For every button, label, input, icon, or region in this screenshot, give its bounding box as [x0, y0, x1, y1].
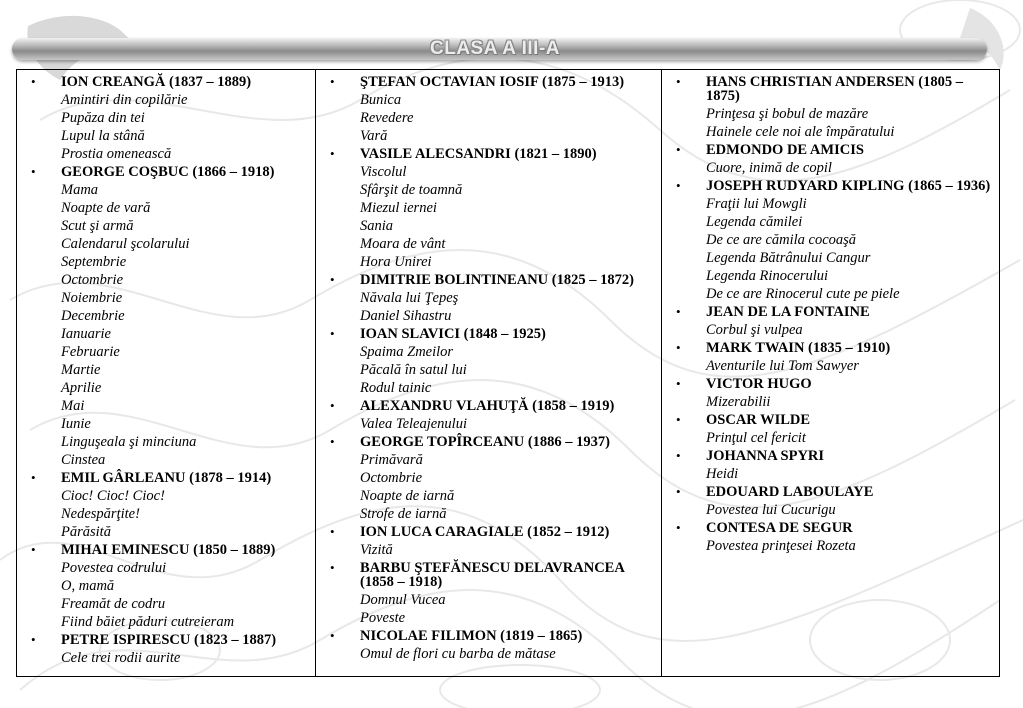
- authors-table: [16, 69, 1000, 677]
- bullet-icon: •: [31, 164, 36, 179]
- work-title: Cinstea: [61, 452, 106, 468]
- work-title: Freamăt de codru: [61, 596, 166, 612]
- work-title: Noapte de vară: [61, 200, 151, 216]
- work-title: Martie: [61, 362, 101, 378]
- work-title: Prostia omenească: [61, 146, 172, 162]
- author-name: HANS CHRISTIAN ANDERSEN (1805 – 1875): [706, 74, 964, 104]
- bullet-icon: •: [330, 272, 335, 287]
- work-title: Septembrie: [61, 254, 127, 270]
- work-title: Cuore, inimă de copil: [706, 160, 832, 176]
- work-title: O, mamă: [61, 578, 115, 594]
- author-entry: [668, 339, 993, 375]
- author-name: EMIL GÂRLEANU (1878 – 1914): [61, 470, 272, 486]
- author-entry: [322, 73, 655, 145]
- author-name: PETRE ISPIRESCU (1823 – 1887): [61, 632, 277, 648]
- author-entry: [23, 631, 309, 667]
- work-title: Octombrie: [360, 470, 423, 486]
- bullet-icon: •: [330, 74, 335, 89]
- work-title: Noapte de iarnă: [360, 488, 455, 504]
- work-title: Domnul Vucea: [360, 592, 446, 608]
- author-entry: [322, 523, 655, 559]
- column-1: [17, 70, 316, 677]
- author-entry: [668, 411, 993, 447]
- author-entry: [322, 397, 655, 433]
- author-entry: [668, 447, 993, 483]
- work-title: Sania: [360, 218, 394, 234]
- work-title: Legenda Rinocerului: [706, 268, 829, 284]
- author-name: MARK TWAIN (1835 – 1910): [706, 340, 891, 356]
- bullet-icon: •: [31, 74, 36, 89]
- work-title: Daniel Sihastru: [360, 308, 452, 324]
- author-entry: [322, 559, 655, 627]
- work-title: Octombrie: [61, 272, 124, 288]
- work-title: Pupăza din tei: [61, 110, 145, 126]
- author-name: IOAN SLAVICI (1848 – 1925): [360, 326, 546, 342]
- work-title: Fiind băiet păduri cutreieram: [61, 614, 235, 630]
- author-name: JOSEPH RUDYARD KIPLING (1865 – 1936): [706, 178, 991, 194]
- author-entry: [668, 375, 993, 411]
- author-name: MIHAI EMINESCU (1850 – 1889): [61, 542, 276, 558]
- bullet-icon: •: [676, 520, 681, 535]
- work-title: Rodul tainic: [360, 380, 432, 396]
- bullet-icon: •: [31, 632, 36, 647]
- work-title: Sfârşit de toamnă: [360, 182, 463, 198]
- work-title: Mizerabilii: [706, 394, 771, 410]
- work-title: Poveste: [360, 610, 406, 626]
- bullet-icon: •: [31, 470, 36, 485]
- work-title: Păcală în satul lui: [360, 362, 467, 378]
- author-entry: [322, 271, 655, 325]
- work-title: Bunica: [360, 92, 402, 108]
- author-entry: [23, 541, 309, 631]
- author-entry: [322, 325, 655, 397]
- bullet-icon: •: [676, 448, 681, 463]
- author-entry: [23, 469, 309, 541]
- work-title: Mama: [61, 182, 99, 198]
- bullet-icon: •: [330, 434, 335, 449]
- work-title: Spaima Zmeilor: [360, 344, 454, 360]
- work-title: Scut şi armă: [61, 218, 134, 234]
- work-title: Povestea prinţesei Rozeta: [706, 538, 856, 554]
- work-title: Ianuarie: [61, 326, 111, 342]
- bullet-icon: •: [676, 74, 681, 89]
- bullet-icon: •: [330, 326, 335, 341]
- work-title: Heidi: [706, 466, 739, 482]
- work-title: Vară: [360, 128, 388, 144]
- work-title: Hainele cele noi ale împăratului: [706, 124, 895, 140]
- bullet-icon: •: [676, 412, 681, 427]
- author-name: EDMONDO DE AMICIS: [706, 142, 864, 158]
- author-entry: [668, 483, 993, 519]
- author-name: ŞTEFAN OCTAVIAN IOSIF (1875 – 1913): [360, 74, 625, 90]
- bullet-icon: •: [330, 560, 335, 575]
- bullet-icon: •: [676, 376, 681, 391]
- author-entry: [23, 73, 309, 163]
- work-title: De ce are Rinocerul cute pe piele: [706, 286, 900, 302]
- author-entry: [668, 177, 993, 303]
- work-title: De ce are cămila cocoaşă: [706, 232, 857, 248]
- work-title: Iunie: [61, 416, 91, 432]
- column-3: [662, 70, 1000, 677]
- work-title: Linguşeala şi minciuna: [61, 434, 197, 450]
- author-entry: [23, 163, 309, 469]
- work-title: Cioc! Cioc! Cioc!: [61, 488, 165, 504]
- work-title: Noiembrie: [61, 290, 123, 306]
- work-title: Povestea lui Cucurigu: [706, 502, 836, 518]
- bullet-icon: •: [676, 484, 681, 499]
- author-entry: [322, 433, 655, 523]
- author-name: DIMITRIE BOLINTINEANU (1825 – 1872): [360, 272, 634, 288]
- bullet-icon: •: [676, 304, 681, 319]
- work-title: Valea Teleajenului: [360, 416, 467, 432]
- author-entry: [668, 519, 993, 555]
- work-title: Corbul şi vulpea: [706, 322, 803, 338]
- author-name: BARBU ŞTEFĂNESCU DELAVRANCEA (1858 – 1918): [360, 560, 625, 590]
- work-title: Mai: [61, 398, 85, 414]
- author-name: CONTESA DE SEGUR: [706, 520, 853, 536]
- author-entry: [668, 303, 993, 339]
- author-name: ION LUCA CARAGIALE (1852 – 1912): [360, 524, 610, 540]
- bullet-icon: •: [330, 524, 335, 539]
- author-name: GEORGE TOPÎRCEANU (1886 – 1937): [360, 434, 611, 450]
- work-title: Legenda Bătrânului Cangur: [706, 250, 871, 266]
- page-title: CLASA A III-A: [430, 38, 560, 59]
- author-name: JEAN DE LA FONTAINE: [706, 304, 870, 320]
- work-title: Aventurile lui Tom Sawyer: [706, 358, 859, 374]
- work-title: Calendarul şcolarului: [61, 236, 190, 252]
- author-name: GEORGE COŞBUC (1866 – 1918): [61, 164, 275, 180]
- bullet-icon: •: [676, 142, 681, 157]
- work-title: Povestea codrului: [61, 560, 167, 576]
- bullet-icon: •: [676, 178, 681, 193]
- author-name: NICOLAE FILIMON (1819 – 1865): [360, 628, 583, 644]
- work-title: Revedere: [360, 110, 414, 126]
- work-title: Legenda cămilei: [706, 214, 803, 230]
- work-title: Amintiri din copilărie: [61, 92, 188, 108]
- work-title: Nedespărţite!: [61, 506, 140, 522]
- author-name: ALEXANDRU VLAHUŢĂ (1858 – 1919): [360, 398, 615, 414]
- author-name: VASILE ALECSANDRI (1821 – 1890): [360, 146, 597, 162]
- author-entry: [322, 627, 655, 663]
- work-title: Vizită: [360, 542, 393, 558]
- author-name: ION CREANGĂ (1837 – 1889): [61, 74, 252, 90]
- author-name: VICTOR HUGO: [706, 376, 812, 392]
- work-title: Strofe de iarnă: [360, 506, 447, 522]
- work-title: Hora Unirei: [360, 254, 432, 270]
- work-title: Viscolul: [360, 164, 407, 180]
- bullet-icon: •: [676, 340, 681, 355]
- work-title: Năvala lui Ţepeş: [360, 290, 459, 306]
- author-entry: [668, 73, 993, 141]
- author-name: JOHANNA SPYRI: [706, 448, 825, 464]
- work-title: Moara de vânt: [360, 236, 446, 252]
- author-name: OSCAR WILDE: [706, 412, 811, 428]
- work-title: Aprilie: [61, 380, 102, 396]
- work-title: Primăvară: [360, 452, 423, 468]
- work-title: Miezul iernei: [360, 200, 437, 216]
- work-title: Părăsită: [61, 524, 111, 540]
- work-title: Decembrie: [61, 308, 125, 324]
- work-title: Cele trei rodii aurite: [61, 650, 181, 666]
- author-name: EDOUARD LABOULAYE: [706, 484, 874, 500]
- work-title: Prinţul cel fericit: [706, 430, 806, 446]
- work-title: Prinţesa şi bobul de mazăre: [706, 106, 869, 122]
- column-2: [316, 70, 662, 677]
- bullet-icon: •: [330, 628, 335, 643]
- work-title: Fraţii lui Mowgli: [706, 196, 807, 212]
- work-title: Lupul la stână: [61, 128, 145, 144]
- work-title: Omul de flori cu barba de mătase: [360, 646, 556, 662]
- bullet-icon: •: [330, 398, 335, 413]
- bullet-icon: •: [31, 542, 36, 557]
- author-entry: [322, 145, 655, 271]
- author-entry: [668, 141, 993, 177]
- work-title: Februarie: [61, 344, 120, 360]
- bullet-icon: •: [330, 146, 335, 161]
